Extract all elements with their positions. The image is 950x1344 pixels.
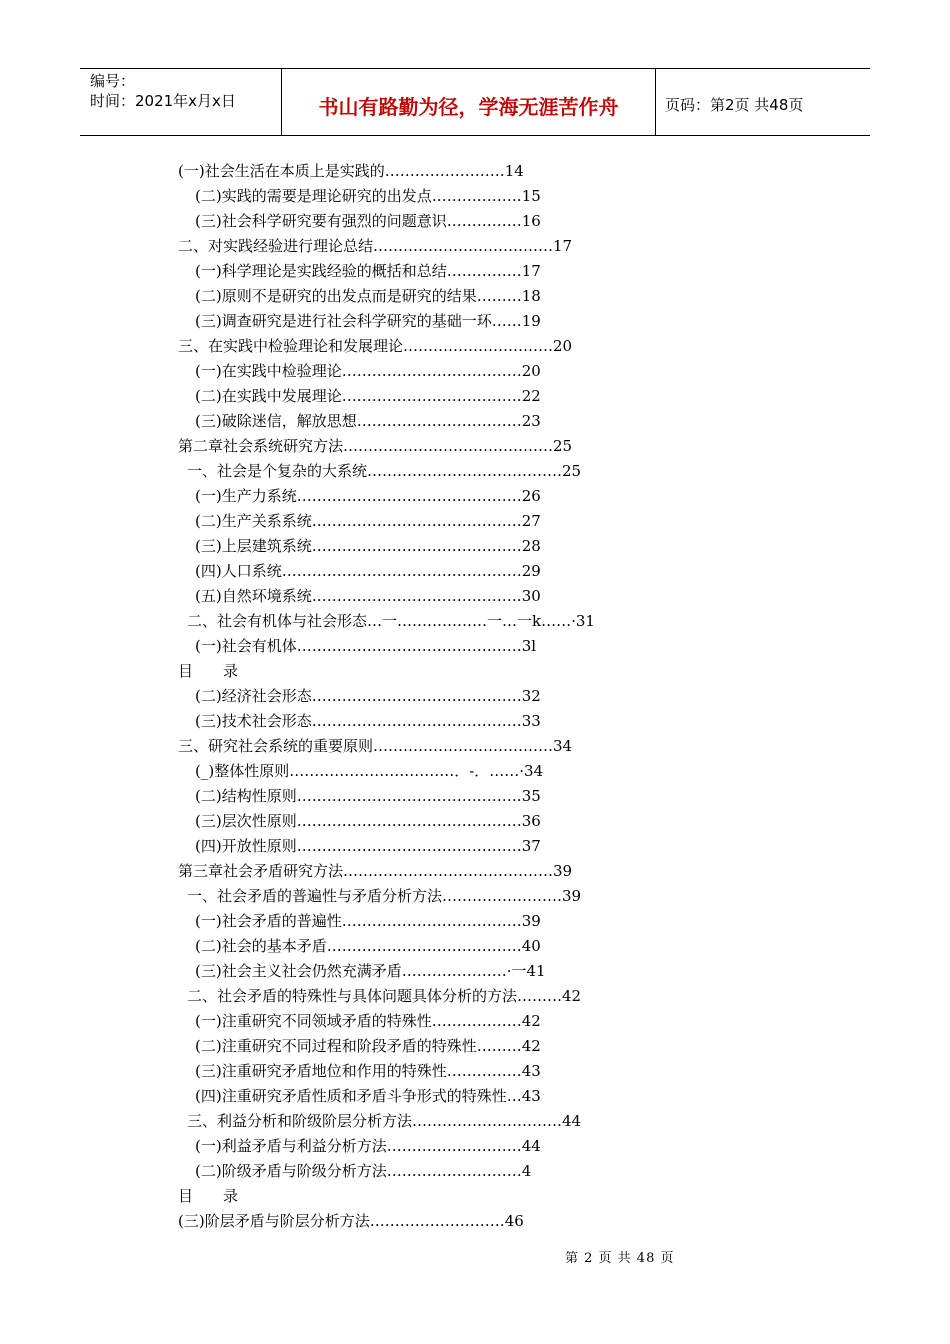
toc-entry: (一)注重研究不同领域矛盾的特殊性………………42: [195, 1012, 541, 1030]
header-top-rule: [80, 68, 870, 69]
toc-entry: (二)结构性原则………………………………………35: [195, 787, 541, 805]
toc-entry: (三)上层建筑系统……………………………………28: [195, 537, 541, 555]
toc-entry: (一)利益矛盾与利益分析方法………………………44: [195, 1137, 541, 1155]
header-divider-right: [655, 68, 656, 135]
toc-entry: (一)科学理论是实践经验的概括和总结……………17: [195, 262, 541, 280]
toc-entry: (三)破除迷信，解放思想……………………………23: [195, 412, 541, 430]
toc-entry: 三、在实践中检验理论和发展理论…………………………20: [178, 337, 573, 355]
toc-entry: 三、利益分析和阶级阶层分析方法…………………………44: [187, 1112, 582, 1130]
toc-entry: 三、研究社会系统的重要原则………………………………34: [178, 737, 573, 755]
toc-entry: (二)经济社会形态……………………………………32: [195, 687, 541, 705]
toc-entry: 一、社会是个复杂的大系统…………………………………25: [187, 462, 582, 480]
header-number-label: 编号：: [90, 72, 136, 90]
toc-entry: (三)调查研究是进行社会科学研究的基础一环……19: [195, 312, 541, 330]
toc-entry: (三)注重研究矛盾地位和作用的特殊性……………43: [195, 1062, 541, 1080]
toc-entry: (五)自然环境系统……………………………………30: [195, 587, 541, 605]
toc-entry: (二)注重研究不同过程和阶段矛盾的特殊性………42: [195, 1037, 541, 1055]
toc-entry: (二)阶级矛盾与阶级分析方法………………………4: [195, 1162, 532, 1180]
toc-entry: (一)社会生活在本质上是实践的……………………14: [178, 162, 524, 180]
header-time-label: 时间：2021年x月x日: [90, 92, 236, 110]
toc-entry: 一、社会矛盾的普遍性与矛盾分析方法……………………39: [187, 887, 582, 905]
toc-entry: (二)原则不是研究的出发点而是研究的结果………18: [195, 287, 541, 305]
page-footer: 第 2 页 共 48 页: [565, 1251, 675, 1266]
toc-entry: (四)注重研究矛盾性质和矛盾斗争形式的特殊性…43: [195, 1087, 541, 1105]
toc-entry: (三)社会主义社会仍然充满矛盾…………………·一41: [195, 962, 546, 980]
header-motto: 书山有路勤为径，学海无涯苦作舟: [318, 95, 619, 119]
header-bottom-rule: [80, 135, 870, 136]
toc-entry: (一)社会有机体………………………………………3l: [195, 637, 537, 655]
toc-entry: (二)生产关系系统……………………………………27: [195, 512, 541, 530]
toc-entry: (二)在实践中发展理论………………………………22: [195, 387, 541, 405]
toc-entry: (一)在实践中检验理论………………………………20: [195, 362, 541, 380]
toc-entry: 二、社会有机体与社会形态…一………………一…一k……·31: [187, 612, 595, 630]
header-page-label: 页码：第2页 共48页: [665, 96, 804, 114]
toc-entry: (一)社会矛盾的普遍性………………………………39: [195, 912, 541, 930]
toc-entry: 二、社会矛盾的特殊性与具体问题具体分析的方法………42: [187, 987, 582, 1005]
toc-entry: (三)阶层矛盾与阶层分析方法………………………46: [178, 1212, 524, 1230]
toc-entry: (一)生产力系统………………………………………26: [195, 487, 541, 505]
toc-entry: (三)技术社会形态……………………………………33: [195, 712, 541, 730]
toc-entry: (四)开放性原则………………………………………37: [195, 837, 541, 855]
toc-heading: 目 录: [178, 662, 239, 680]
toc-entry: (三)层次性原则………………………………………36: [195, 812, 541, 830]
toc-chapter: 第三章社会矛盾研究方法……………………………………39: [178, 862, 573, 880]
toc-entry: (二)实践的需要是理论研究的出发点………………15: [195, 187, 541, 205]
toc-heading: 目 录: [178, 1187, 239, 1205]
toc-chapter: 第二章社会系统研究方法……………………………………25: [178, 437, 573, 455]
toc-entry: (_)整体性原则……………………………．-．……·34: [195, 762, 544, 780]
toc-entry: 二、对实践经验进行理论总结………………………………17: [178, 237, 573, 255]
toc-entry: (二)社会的基本矛盾…………………………………40: [195, 937, 541, 955]
toc-entry: (四)人口系统…………………………………………29: [195, 562, 541, 580]
toc-entry: (三)社会科学研究要有强烈的问题意识……………16: [195, 212, 541, 230]
